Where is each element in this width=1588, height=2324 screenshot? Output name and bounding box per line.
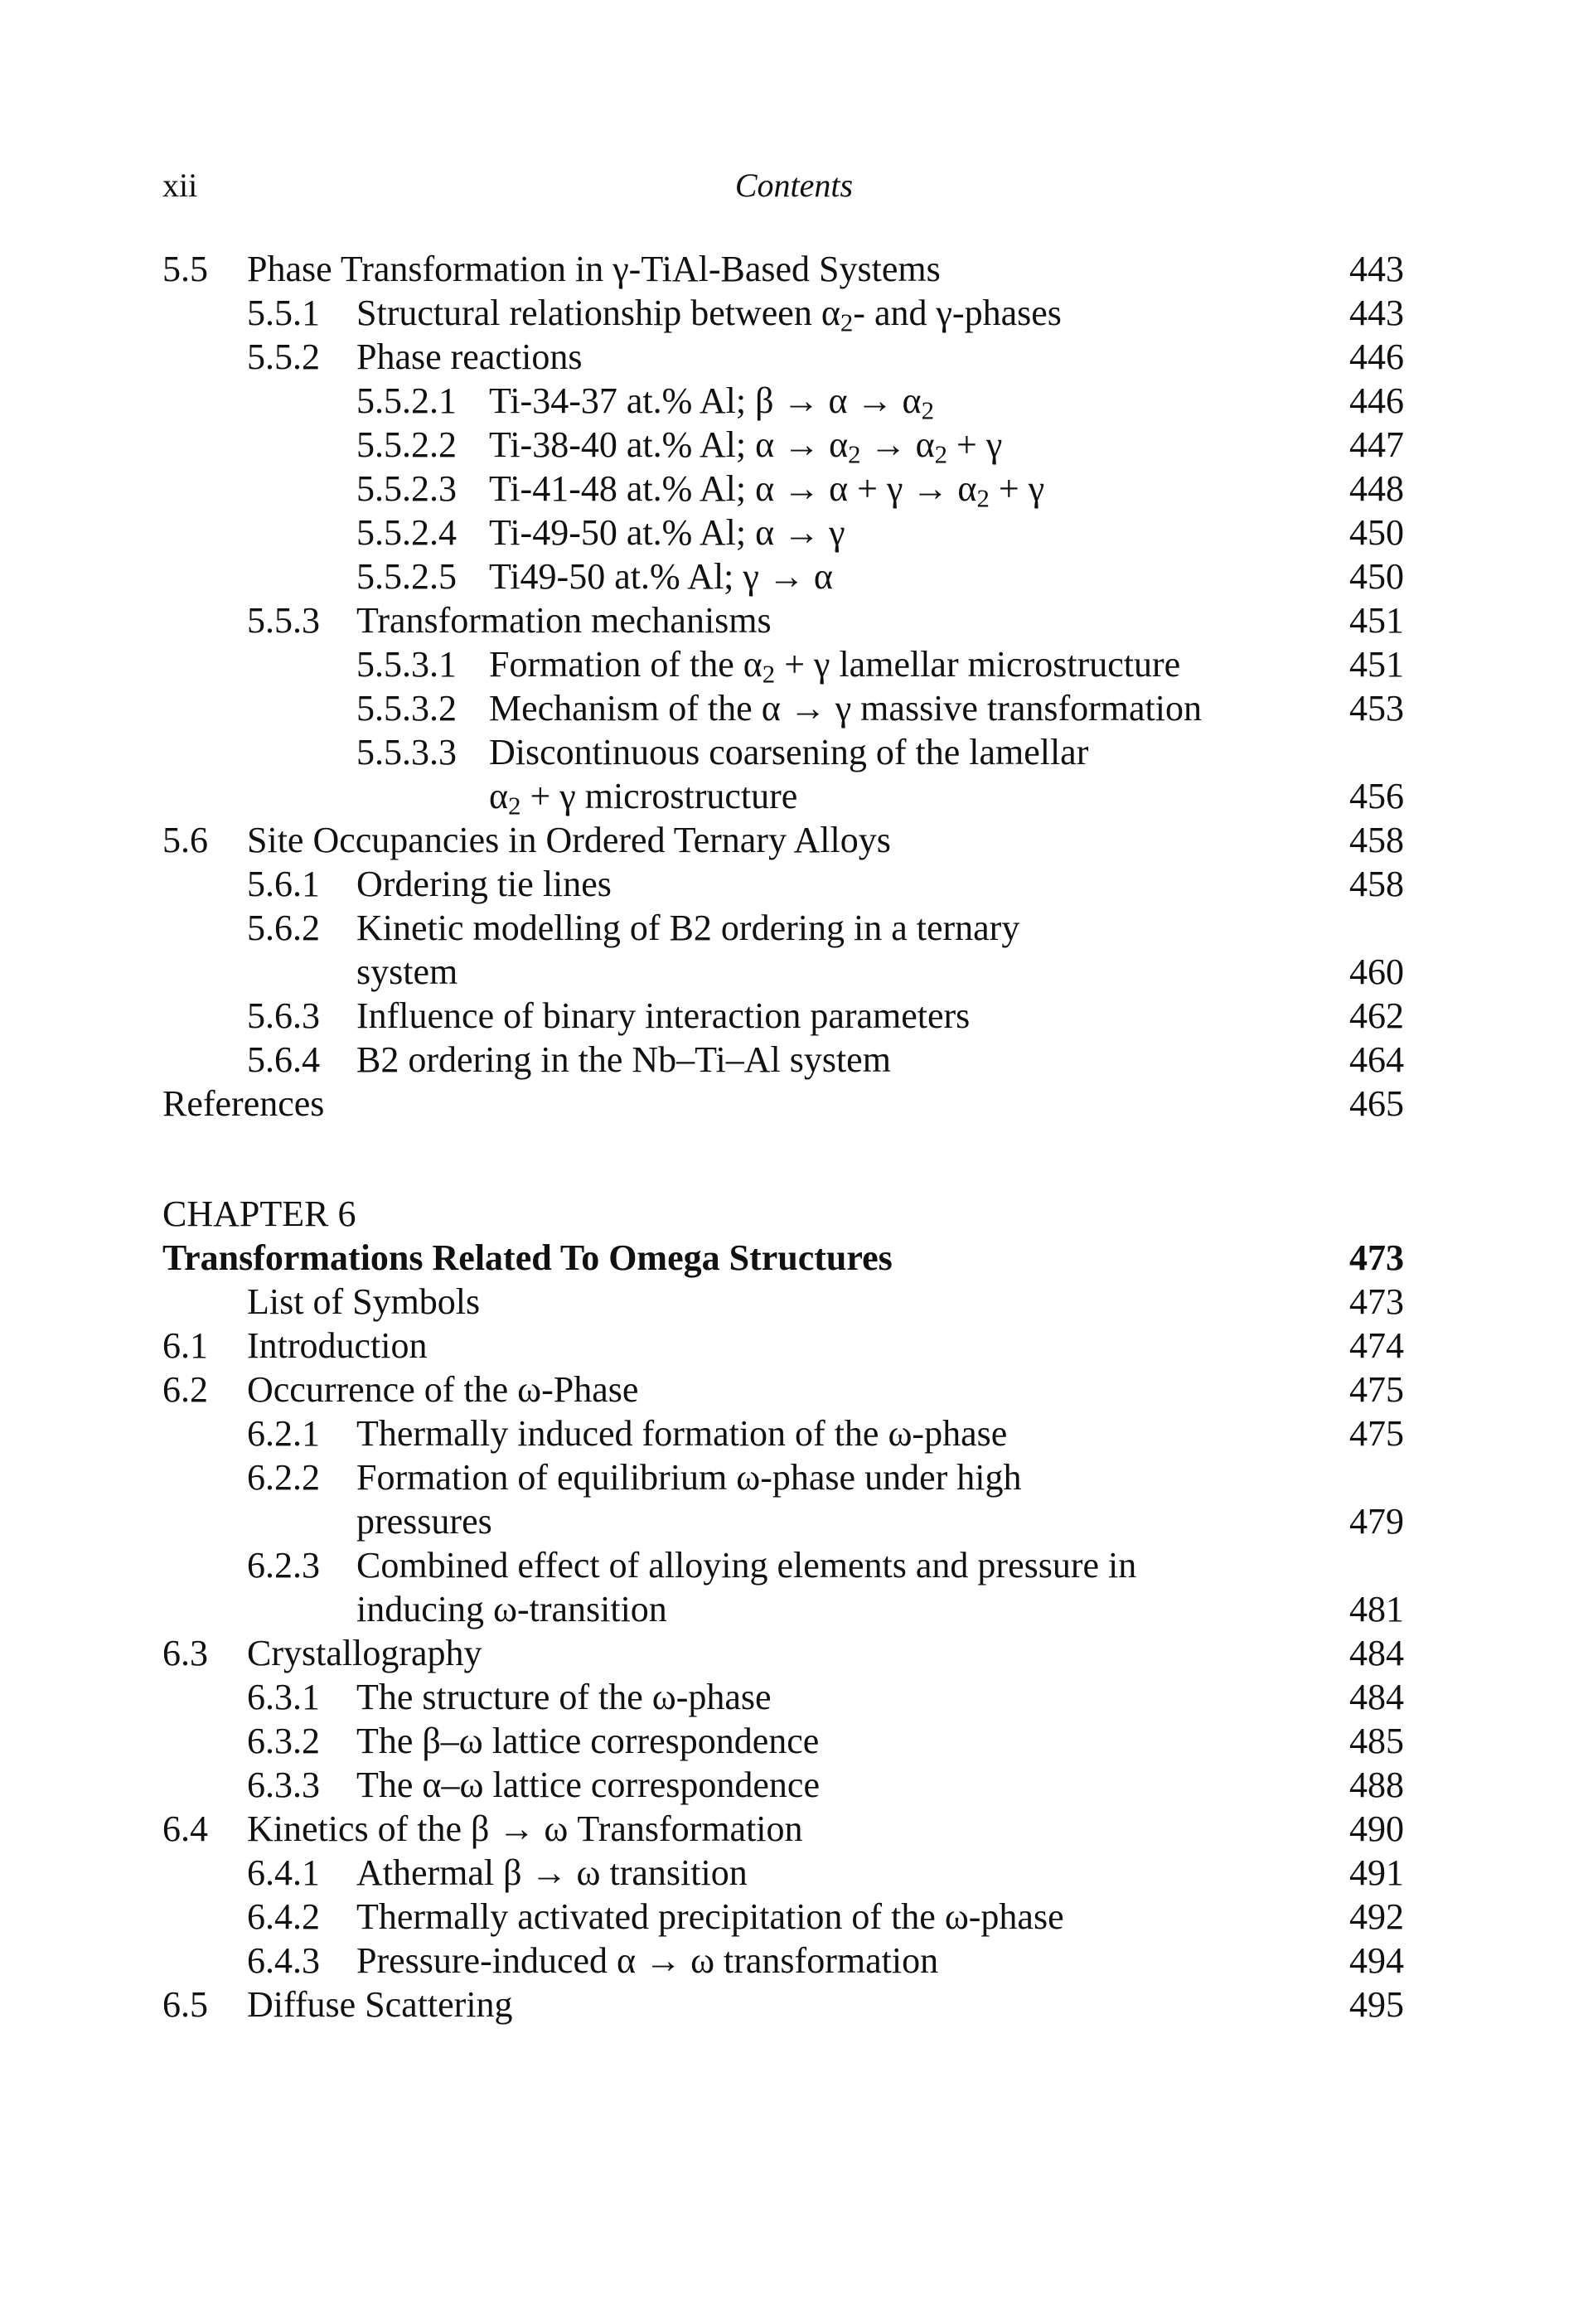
section-title: Diffuse Scattering bbox=[247, 1984, 513, 2025]
section-title: Thermally activated precipitation of the ω-phase bbox=[356, 1896, 1064, 1937]
page-ref: 485 bbox=[1349, 1721, 1404, 1761]
section-title: The α–ω lattice correspondence bbox=[356, 1765, 820, 1805]
section-title: The β–ω lattice correspondence bbox=[356, 1721, 820, 1761]
section-number: 5.5.3 bbox=[247, 600, 320, 641]
page-ref: 490 bbox=[1349, 1808, 1404, 1849]
section-number: 6.3.1 bbox=[247, 1677, 320, 1717]
section-title: Occurrence of the ω-Phase bbox=[247, 1369, 639, 1410]
page-ref: 481 bbox=[1349, 1589, 1404, 1629]
section-number: 5.5.2.2 bbox=[356, 424, 457, 465]
section-number: 5.5.3.2 bbox=[356, 688, 457, 729]
toc-entry[interactable] bbox=[0, 1763, 1588, 1808]
page-ref: 484 bbox=[1349, 1677, 1404, 1717]
section-number: 5.6 bbox=[162, 820, 208, 860]
page-ref: 443 bbox=[1349, 293, 1404, 333]
toc-entry[interactable] bbox=[0, 1368, 1588, 1412]
toc-entry[interactable] bbox=[0, 1719, 1588, 1764]
page-ref: 473 bbox=[1349, 1237, 1404, 1278]
section-number: 5.5.2.3 bbox=[356, 468, 457, 509]
page-ref: 451 bbox=[1349, 600, 1404, 641]
section-title: Kinetic modelling of B2 ordering in a ternary bbox=[356, 908, 1020, 948]
page-ref: 484 bbox=[1349, 1633, 1404, 1673]
section-title: Thermally induced formation of the ω-phase bbox=[356, 1413, 1008, 1454]
toc-entry[interactable] bbox=[0, 1455, 1588, 1500]
page-ref: 456 bbox=[1349, 776, 1404, 816]
section-number: 6.4.3 bbox=[247, 1940, 320, 1981]
section-title: Ordering tie lines bbox=[356, 864, 612, 904]
toc-entry[interactable] bbox=[0, 1038, 1588, 1082]
toc-entry-continuation[interactable] bbox=[0, 1587, 1588, 1632]
section-title: Ti-38-40 at.% Al; $\alpha \to \alpha_2 \to \alpha_2 + \gamma$ bbox=[489, 424, 1003, 469]
section-title: Phase Transformation in γ-TiAl-Based Systems bbox=[247, 249, 941, 289]
section-title: B2 ordering in the Nb–Ti–Al system bbox=[356, 1039, 891, 1080]
page-ref: 450 bbox=[1349, 556, 1404, 597]
section-title: The structure of the ω-phase bbox=[356, 1677, 772, 1717]
section-title-continued: inducing ω-transition bbox=[356, 1589, 667, 1629]
section-title: List of Symbols bbox=[247, 1281, 481, 1322]
toc-entry[interactable] bbox=[0, 730, 1588, 775]
section-title: Phase reactions bbox=[356, 336, 583, 377]
section-number: 6.4.1 bbox=[247, 1852, 320, 1893]
toc-entry[interactable] bbox=[0, 467, 1588, 511]
section-title: Introduction bbox=[247, 1325, 428, 1366]
section-number: 5.5.2.5 bbox=[356, 556, 457, 597]
section-title: Site Occupancies in Ordered Ternary Alloys bbox=[247, 820, 891, 860]
section-number: 5.6.3 bbox=[247, 995, 320, 1036]
section-title: References bbox=[162, 1083, 325, 1124]
section-title: Athermal β → ω transition bbox=[356, 1852, 748, 1893]
section-number: 6.3.2 bbox=[247, 1721, 320, 1761]
section-number: 5.5.2.4 bbox=[356, 512, 457, 553]
section-title: Ti-49-50 at.% Al; α → γ bbox=[489, 512, 845, 553]
toc-entry[interactable] bbox=[0, 379, 1588, 424]
toc-entry[interactable] bbox=[0, 1324, 1588, 1368]
page-ref: 447 bbox=[1349, 424, 1404, 465]
toc-entry[interactable] bbox=[0, 1411, 1588, 1456]
page-ref: 464 bbox=[1349, 1039, 1404, 1080]
page-ref: 491 bbox=[1349, 1852, 1404, 1893]
section-title: Crystallography bbox=[247, 1633, 482, 1673]
running-title: Contents bbox=[734, 167, 854, 204]
section-number: 6.4.2 bbox=[247, 1896, 320, 1937]
toc-entry[interactable] bbox=[0, 818, 1588, 863]
toc-entry[interactable] bbox=[0, 1543, 1588, 1588]
page-ref: 494 bbox=[1349, 1940, 1404, 1981]
page-ref: 473 bbox=[1349, 1281, 1404, 1322]
section-number: 6.2 bbox=[162, 1369, 208, 1410]
section-number: 5.6.4 bbox=[247, 1039, 320, 1080]
section-number: 6.4 bbox=[162, 1808, 208, 1849]
section-title: Combined effect of alloying elements and pressure in bbox=[356, 1545, 1137, 1586]
section-title: Structural relationship between $\alpha_2-$ and γ-phases bbox=[356, 293, 1062, 337]
section-number: 5.5.3.3 bbox=[356, 732, 457, 772]
section-number: 6.1 bbox=[162, 1325, 208, 1366]
toc-entry[interactable] bbox=[0, 598, 1588, 643]
toc-entry[interactable] bbox=[0, 247, 1588, 292]
section-number: 5.6.2 bbox=[247, 908, 320, 948]
page-ref: 460 bbox=[1349, 951, 1404, 992]
section-title: Mechanism of the α → γ massive transformation bbox=[489, 688, 1202, 729]
section-title: Ti-34-37 at.% Al; $\beta \to \alpha \to \alpha_2$ bbox=[489, 380, 934, 425]
toc-entry[interactable] bbox=[0, 994, 1588, 1039]
toc-entry[interactable] bbox=[0, 1939, 1588, 1983]
page-ref: 450 bbox=[1349, 512, 1404, 553]
toc-entry[interactable] bbox=[0, 1895, 1588, 1939]
section-number: 6.2.2 bbox=[247, 1457, 320, 1498]
section-number: 6.2.1 bbox=[247, 1413, 320, 1454]
chapter-label: CHAPTER 6 bbox=[162, 1193, 356, 1234]
page-ref: 474 bbox=[1349, 1325, 1404, 1366]
toc-entry[interactable] bbox=[0, 1851, 1588, 1896]
page-ref: 448 bbox=[1349, 468, 1404, 509]
page-ref: 462 bbox=[1349, 995, 1404, 1036]
section-title: Discontinuous coarsening of the lamellar bbox=[489, 732, 1089, 772]
toc-entry-references[interactable] bbox=[0, 1082, 1588, 1126]
section-number: 5.6.1 bbox=[247, 864, 320, 904]
toc-entry[interactable] bbox=[0, 335, 1588, 380]
section-number: 5.5.2.1 bbox=[356, 380, 457, 421]
section-title: Formation of equilibrium ω-phase under high bbox=[356, 1457, 1022, 1498]
section-title-continued: pressures bbox=[356, 1501, 492, 1542]
page-ref: 465 bbox=[1349, 1083, 1404, 1124]
toc-entry[interactable] bbox=[0, 642, 1588, 687]
section-number: 6.5 bbox=[162, 1984, 208, 2025]
chapter-title-row[interactable] bbox=[0, 1236, 1588, 1281]
toc-entry[interactable] bbox=[0, 1675, 1588, 1720]
page-ref: 453 bbox=[1349, 688, 1404, 729]
page-ref: 495 bbox=[1349, 1984, 1404, 2025]
toc-entry-continuation[interactable] bbox=[0, 950, 1588, 995]
section-title: Transformation mechanisms bbox=[356, 600, 772, 641]
chapter-label-row bbox=[0, 1192, 1588, 1237]
page-ref: 492 bbox=[1349, 1896, 1404, 1937]
toc-entry[interactable] bbox=[0, 1280, 1588, 1324]
page-ref: 443 bbox=[1349, 249, 1404, 289]
page-ref: 458 bbox=[1349, 820, 1404, 860]
toc-entry[interactable] bbox=[0, 291, 1588, 336]
section-number: 5.5 bbox=[162, 249, 208, 289]
section-title: Kinetics of the β → ω Transformation bbox=[247, 1808, 803, 1849]
toc-entry[interactable] bbox=[0, 686, 1588, 731]
toc-entry[interactable] bbox=[0, 1631, 1588, 1676]
toc-entry[interactable] bbox=[0, 554, 1588, 599]
toc-entry[interactable] bbox=[0, 906, 1588, 951]
toc-entry[interactable] bbox=[0, 423, 1588, 467]
section-number: 5.5.3.1 bbox=[356, 644, 457, 685]
page-ref: 446 bbox=[1349, 336, 1404, 377]
page-ref: 475 bbox=[1349, 1413, 1404, 1454]
section-number: 6.3.3 bbox=[247, 1765, 320, 1805]
page-ref: 488 bbox=[1349, 1765, 1404, 1805]
toc-entry[interactable] bbox=[0, 1983, 1588, 2027]
page-ref: 458 bbox=[1349, 864, 1404, 904]
toc-entry[interactable] bbox=[0, 862, 1588, 907]
page-ref: 479 bbox=[1349, 1501, 1404, 1542]
section-number: 5.5.1 bbox=[247, 293, 320, 333]
page-ref: 446 bbox=[1349, 380, 1404, 421]
toc-entry-continuation[interactable] bbox=[0, 774, 1588, 819]
section-title: Influence of binary interaction parameters bbox=[356, 995, 971, 1036]
page-ref: 451 bbox=[1349, 644, 1404, 685]
toc-entry[interactable] bbox=[0, 1807, 1588, 1852]
toc-entry[interactable] bbox=[0, 511, 1588, 555]
section-title-continued: system bbox=[356, 951, 458, 992]
toc-entry-continuation[interactable] bbox=[0, 1499, 1588, 1544]
section-title: Ti49-50 at.% Al; γ → α bbox=[489, 556, 833, 597]
page-ref: 475 bbox=[1349, 1369, 1404, 1410]
section-title: Ti-41-48 at.% Al; $\alpha \to \alpha + \gamma \to \alpha_2 + \gamma$ bbox=[489, 468, 1045, 513]
chapter-title: Transformations Related To Omega Structures bbox=[162, 1237, 893, 1278]
section-title: Pressure-induced α → ω transformation bbox=[356, 1940, 939, 1981]
section-title-continued: $\alpha_2 + \gamma$ microstructure bbox=[489, 776, 798, 821]
section-number: 6.3 bbox=[162, 1633, 208, 1673]
section-title: Formation of the $\alpha_2 + \gamma$ lamellar microstructure bbox=[489, 644, 1181, 689]
section-number: 5.5.2 bbox=[247, 336, 320, 377]
page-number: xii bbox=[162, 167, 198, 204]
section-number: 6.2.3 bbox=[247, 1545, 320, 1586]
